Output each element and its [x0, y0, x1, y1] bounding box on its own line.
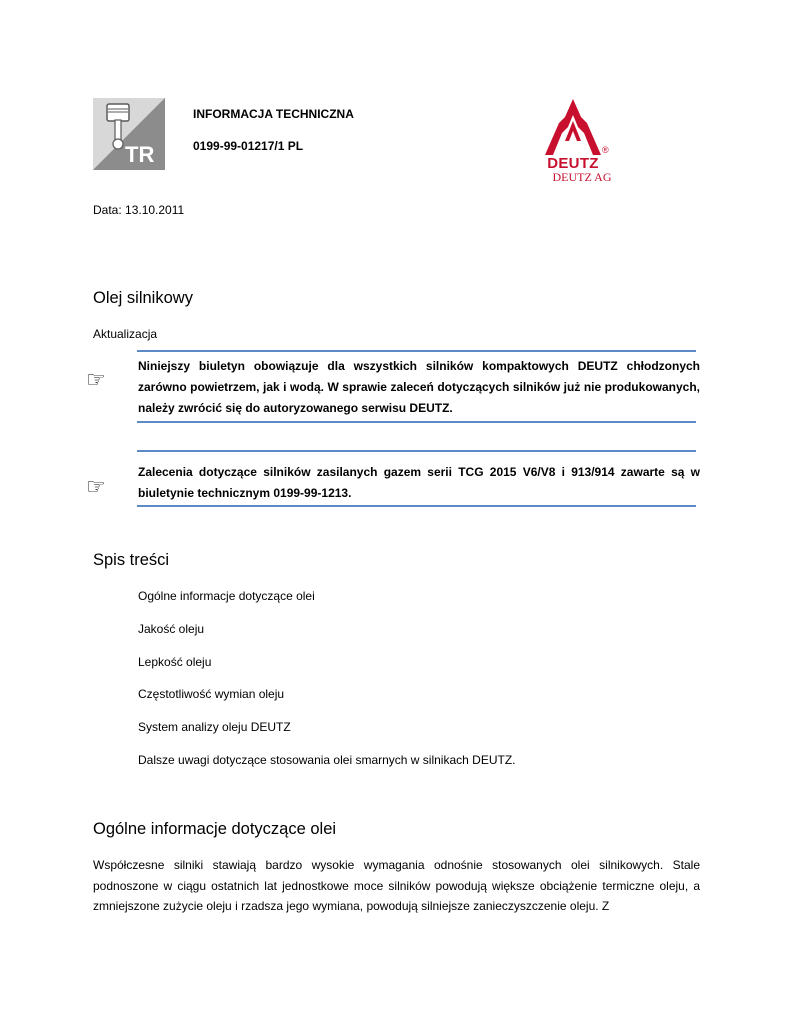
note-text: Niniejszy biuletyn obowiązuje dla wszystkich silników kompaktowych DEUTZ chłodzonych zarówno powietrzem, jak i wodą. W sprawie zaleceń dotyczących silników już nie produkowanych, należy zwrócić się do autoryzowanego serwisu DEUTZ. [138, 359, 700, 415]
note-divider-bottom [137, 421, 696, 423]
toc-title: Spis treści [93, 551, 170, 569]
toc-item[interactable]: System analizy oleju DEUTZ [138, 720, 291, 734]
toc-item[interactable]: Ogólne informacje dotyczące olei [138, 589, 315, 603]
brand-company: DEUTZ AG [552, 170, 612, 184]
brand-name: DEUTZ [547, 155, 599, 172]
toc-item[interactable]: Dalsze uwagi dotyczące stosowania olei smarnych w silnikach DEUTZ. [138, 753, 516, 767]
note-divider-top [137, 450, 696, 452]
deutz-logo [535, 97, 615, 185]
document-type: INFORMACJA TECHNICZNA [193, 107, 354, 121]
tr-logo [93, 98, 165, 170]
toc-item[interactable]: Częstotliwość wymian oleju [138, 687, 285, 701]
pointing-hand-icon: ☞ [86, 474, 106, 499]
note-text: Zalecenia dotyczące silników zasilanych gazem serii TCG 2015 V6/V8 i 913/914 zawarte są w biuletynie technicznym 0199-99-1213. [138, 465, 700, 500]
section-title: Olej silnikowy [93, 289, 193, 307]
registered-mark: ® [602, 145, 609, 155]
note-divider-top [137, 350, 696, 352]
pointing-hand-icon: ☞ [86, 367, 106, 392]
document-number: 0199-99-01217/1 PL [193, 139, 304, 153]
tr-logo-label: TR [125, 142, 155, 167]
document-date: Data: 13.10.2011 [93, 203, 185, 217]
section-title: Ogólne informacje dotyczące olei [93, 820, 337, 838]
section-subtitle: Aktualizacja [93, 327, 158, 341]
note-divider-bottom [137, 505, 696, 507]
body-paragraph: Współczesne silniki stawiają bardzo wysokie wymagania odnośnie stosowanych olei silnikowych. Stale podnoszone w ciągu ostatnich lat jednostkowe moce silników powodują większe obciążenie termiczne oleju, a zmniejszone zużycie oleju i rzadsza jego wymiana, powodują silniejsze zanieczyszczenie oleju. Z [93, 858, 700, 913]
toc-item[interactable]: Lepkość oleju [138, 655, 212, 669]
toc-item[interactable]: Jakość oleju [138, 622, 205, 636]
